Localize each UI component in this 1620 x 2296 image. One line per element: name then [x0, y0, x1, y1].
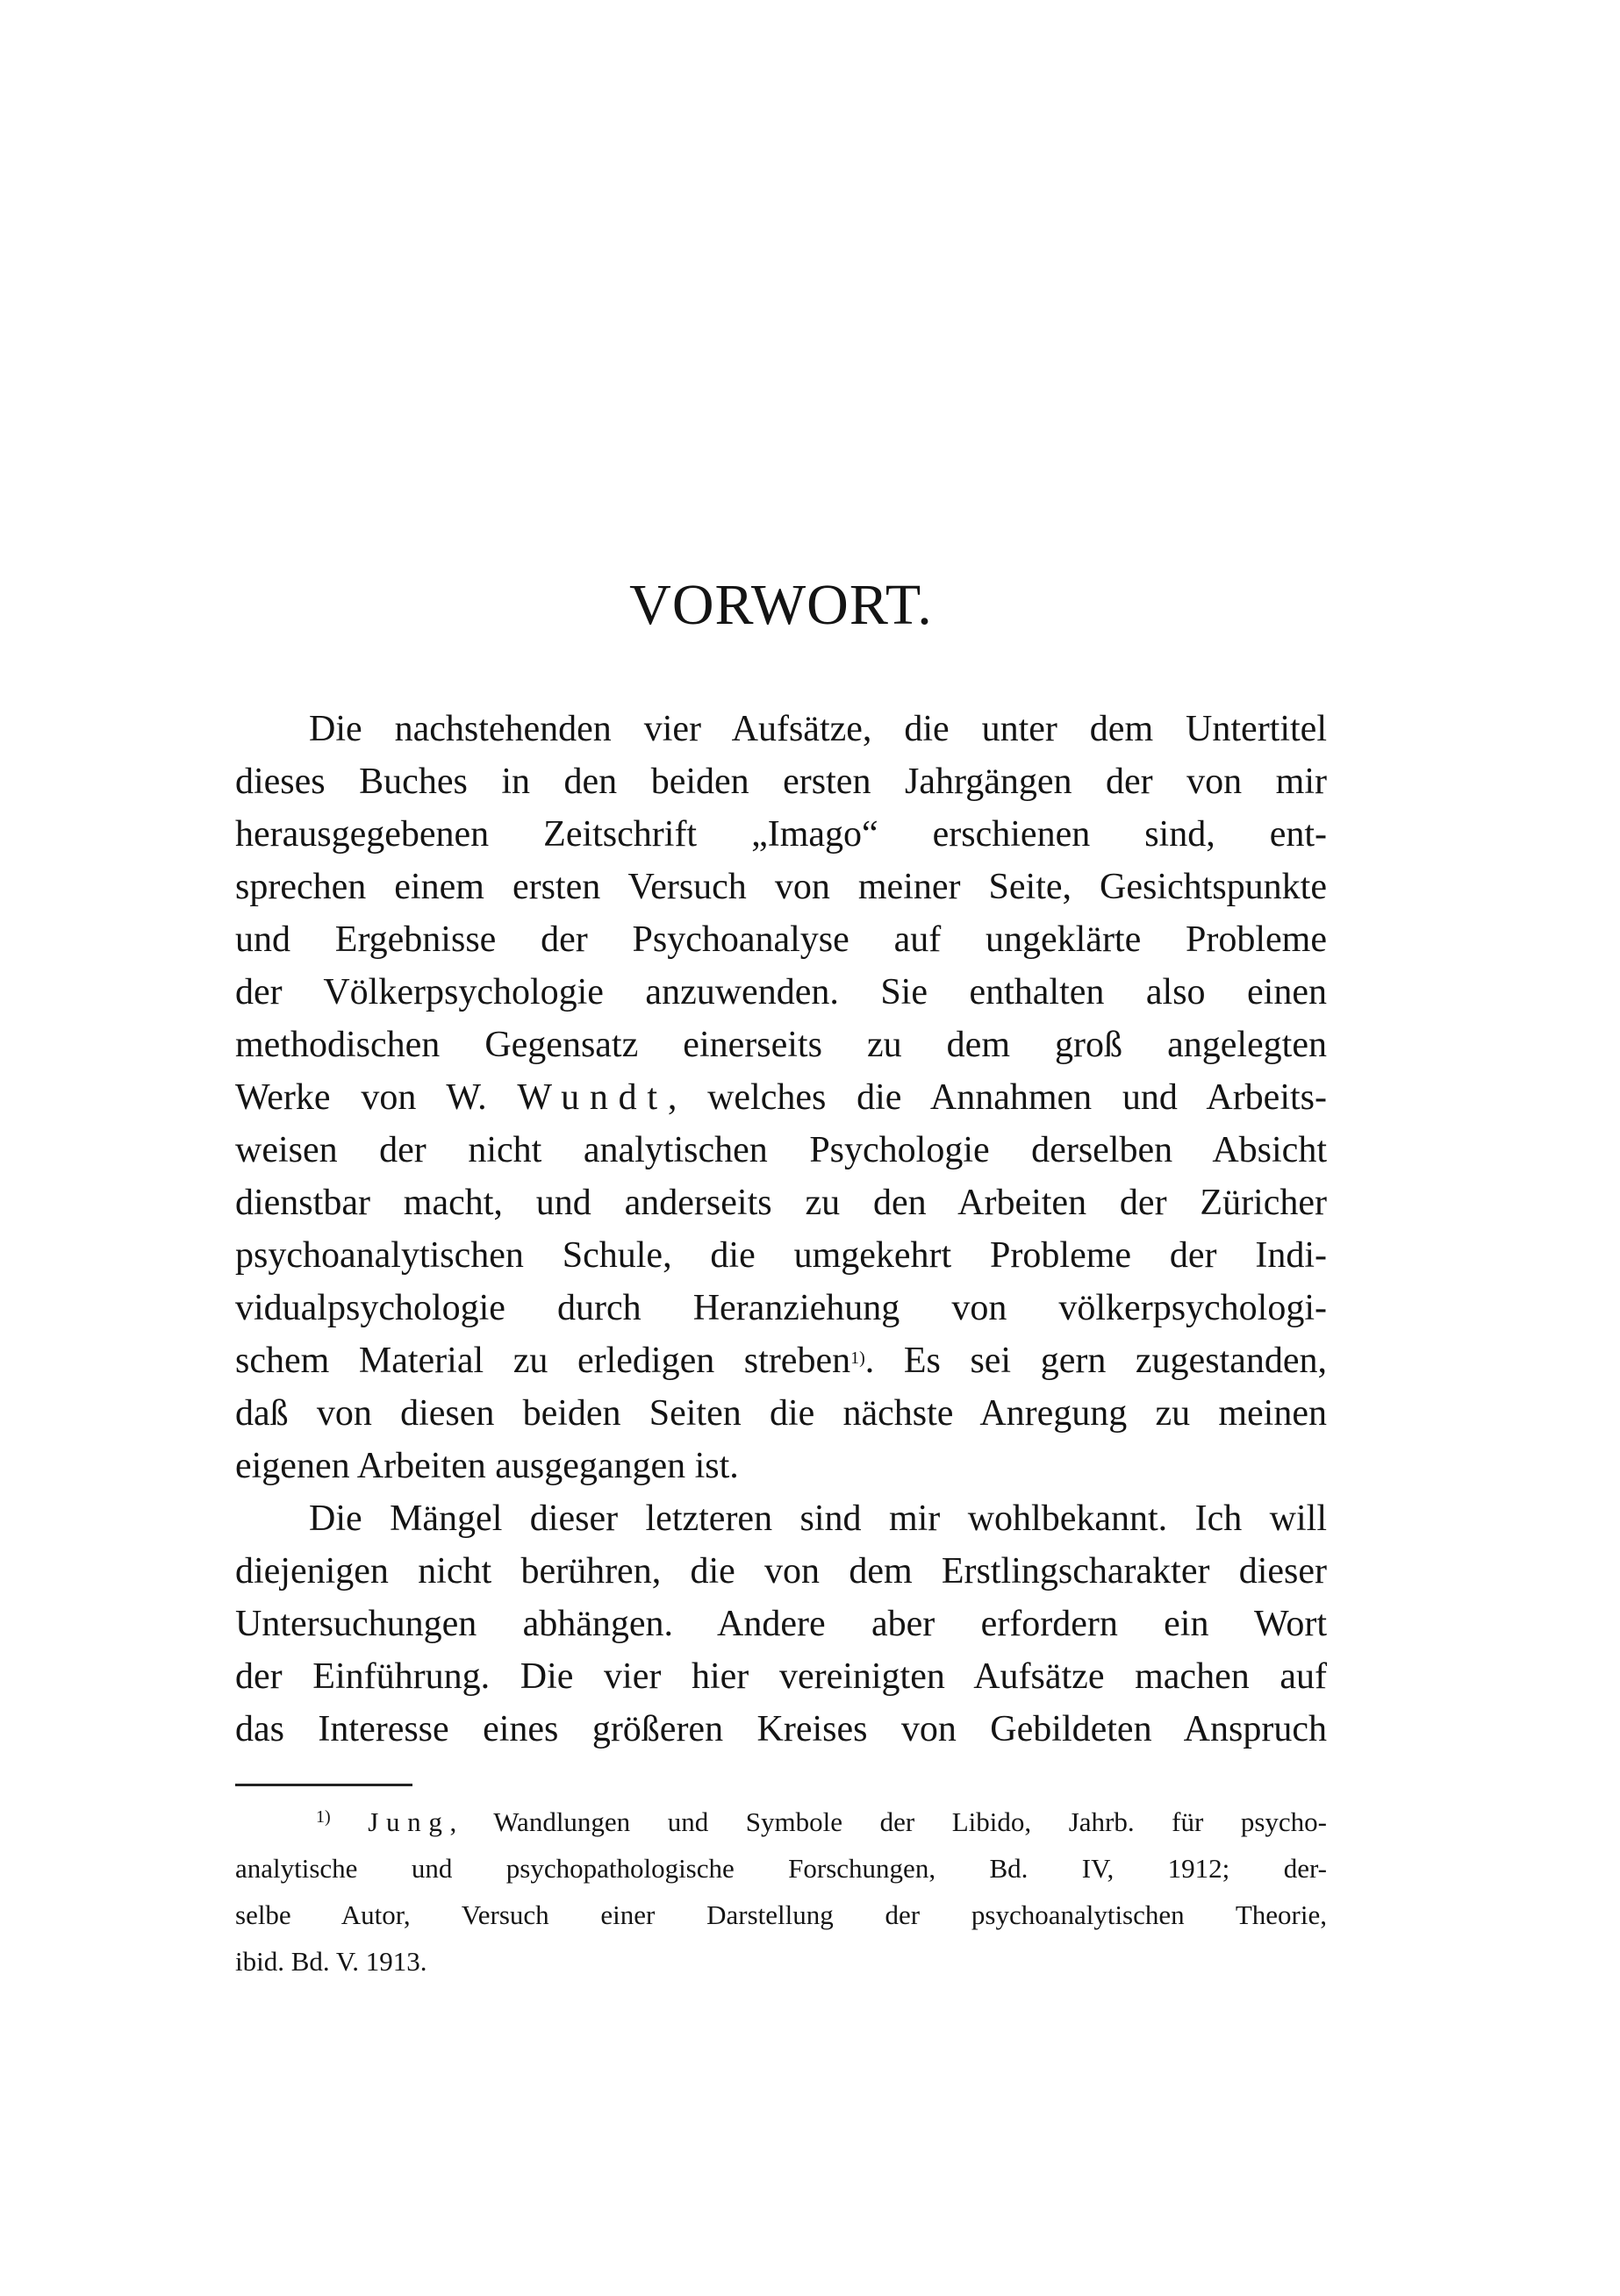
text-line: der Einführung. Die vier hier vereinigten Aufsätze machen auf	[235, 1656, 1327, 1697]
text-line: diejenigen nicht berühren, die von dem Erstlingscharakter dieser	[235, 1551, 1327, 1591]
footnote-divider	[235, 1784, 412, 1786]
footnote-line: ibid. Bd. V. 1913.	[235, 1946, 427, 1977]
text-line: sprechen einem ersten Versuch von meiner Seite, Gesichtspunkte	[235, 867, 1327, 907]
text-line: Untersuchungen abhängen. Andere aber erfordern ein Wort	[235, 1604, 1327, 1644]
footnote-ref: 1)	[850, 1348, 865, 1368]
text-line: dienstbar macht, und anderseits zu den Arbeiten der Züricher	[235, 1183, 1327, 1223]
body-text	[235, 703, 1327, 1756]
text-line	[235, 1334, 1327, 1387]
text-line: der Völkerpsychologie anzuwenden. Sie enthalten also einen	[235, 972, 1327, 1012]
text-line: vidualpsychologie durch Heranziehung von völkerpsychologi-	[235, 1288, 1327, 1328]
text-line: und Ergebnisse der Psychoanalyse auf ungeklärte Probleme	[235, 919, 1327, 960]
footnote-line: selbe Autor, Versuch einer Darstellung der psychoanalytischen Theorie,	[235, 1899, 1327, 1930]
text-segment: , welches die Annahmen und Arbeits-	[667, 1077, 1327, 1118]
text-line: das Interesse eines größeren Kreises von Gebildeten Anspruch	[235, 1709, 1327, 1749]
text-line: daß von diesen beiden Seiten die nächste Anregung zu meinen	[235, 1393, 1327, 1434]
text-line: dieses Buches in den beiden ersten Jahrgängen der von mir	[235, 762, 1327, 802]
footnote	[235, 1799, 1327, 1985]
text-line: weisen der nicht analytischen Psychologie derselben Absicht	[235, 1130, 1327, 1170]
text-segment: schem Material zu erledigen streben	[235, 1341, 851, 1381]
footnote-line	[235, 1799, 1327, 1845]
text-line: psychoanalytischen Schule, die umgekehrt Probleme der Indi-	[235, 1235, 1327, 1276]
footnote-marker: 1)	[316, 1807, 331, 1827]
text-line: eigenen Arbeiten ausgegangen ist.	[235, 1446, 739, 1486]
text-line	[235, 1071, 1327, 1124]
footnote-line: analytische und psychopathologische Forschungen, Bd. IV, 1912; der-	[235, 1853, 1327, 1884]
spaced-name: Wundt	[517, 1077, 668, 1118]
text-line: Die Mängel dieser letzteren sind mir wohlbekannt. Ich will	[309, 1498, 1327, 1539]
spaced-name: Jung	[368, 1806, 450, 1837]
text-segment: . Es sei gern zugestanden,	[864, 1341, 1327, 1381]
text-line: herausgegebenen Zeitschrift „Imago“ erschienen sind, ent-	[235, 814, 1327, 855]
text-line: methodischen Gegensatz einerseits zu dem groß angelegten	[235, 1025, 1327, 1065]
text-line: Die nachstehenden vier Aufsätze, die unter dem Untertitel	[309, 709, 1327, 749]
text-segment: Werke von W.	[235, 1077, 487, 1118]
page-title: VORWORT.	[629, 573, 933, 637]
text-segment: , Wandlungen und Symbole der Libido, Jahrb. für psycho-	[449, 1806, 1327, 1837]
